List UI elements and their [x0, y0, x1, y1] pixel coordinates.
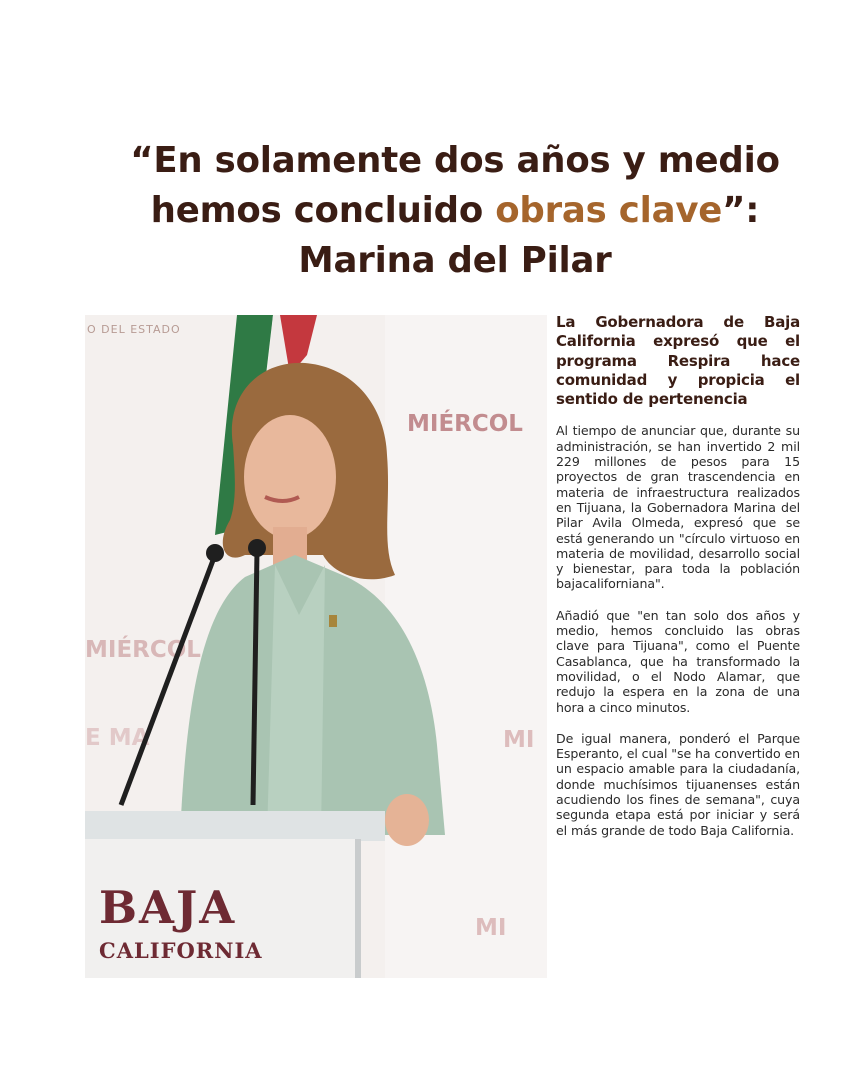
backdrop-text: MI: [475, 915, 507, 941]
microphone-head-left: [206, 544, 224, 562]
article-paragraph: Añadió que "en tan solo dos años y medio, hemos concluido las obras clave para Tijuana", como el Puente Casablanca, que ha transformado la movilidad, o el Nodo Alamar, que redujo la espera en la zona de una hora a cinco minutos.: [556, 607, 800, 715]
backdrop-text: O DEL ESTADO: [87, 323, 181, 336]
governor-photo: [85, 315, 547, 978]
photo-illustration: [85, 315, 547, 978]
article-headline: [85, 136, 825, 286]
lapel-pin: [329, 615, 337, 627]
podium-text-california: CALIFORNIA: [99, 938, 263, 963]
podium-edge: [355, 839, 361, 978]
article-paragraph: De igual manera, ponderó el Parque Esperanto, el cual "se ha convertido en un espacio amable para la ciudadanía, donde muchísimos tijuanenses están acudiendo los fines de semana", cuya segunda etapa está por iniciar y será el más grande de todo Baja California.: [556, 730, 800, 838]
podium-top: [85, 811, 385, 841]
hand: [385, 794, 429, 846]
headline-part-1: “En solamente dos años y medio hemos concluido: [130, 140, 780, 231]
backdrop-text: MI: [503, 727, 535, 753]
article-paragraph: Al tiempo de anunciar que, durante su administración, se han invertido 2 mil 229 millones de pesos para 15 proyectos de gran trascendencia en materia de infraestructura realizados en Tijuana, la Gobernadora Marina del Pilar Avila Olmeda, expresó que se está generando un "círculo virtuoso en materia de movilidad, desarrollo social y bienestar, para toda la población bajacaliforniana".: [556, 423, 800, 592]
podium-text-baja: BAJA: [99, 881, 237, 934]
backdrop-text: MIÉRCOL: [407, 411, 523, 437]
headline-accent: obras clave: [495, 190, 723, 231]
article-body: [556, 313, 800, 854]
article-lead: La Gobernadora de Baja California expresó que el programa Respira hace comunidad y propicia el sentido de pertenencia: [556, 313, 800, 409]
face: [244, 415, 336, 539]
microphone-head-right: [248, 539, 266, 557]
backdrop-text: MIÉRCOL: [85, 637, 201, 663]
backdrop-text: E MA: [85, 725, 150, 751]
headline-part-2: ”: Marina del Pilar: [298, 190, 760, 281]
